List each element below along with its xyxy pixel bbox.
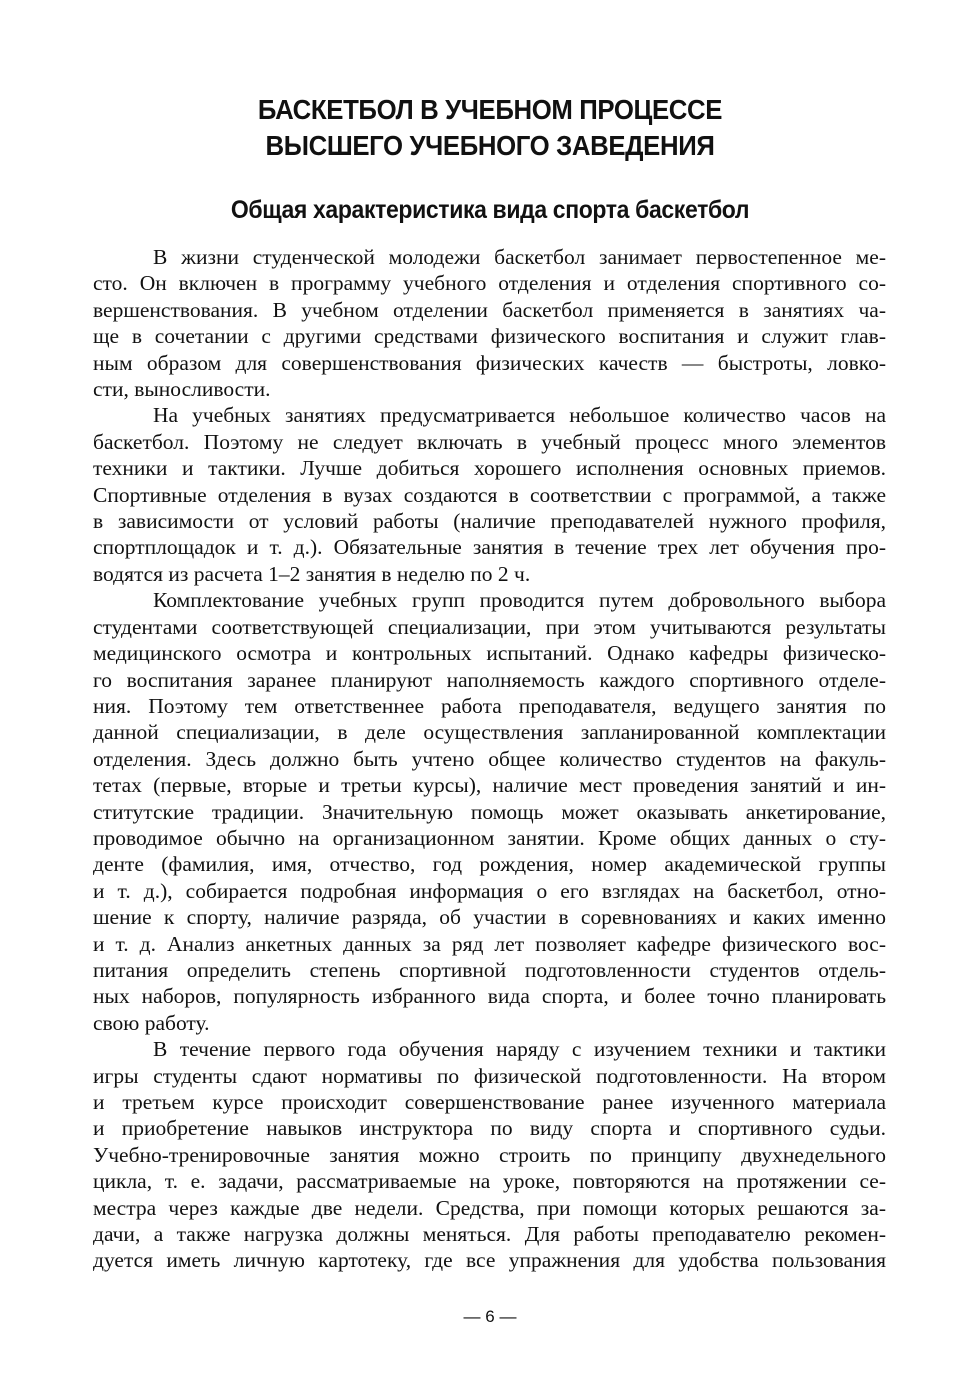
text-line: игры студенты сдают нормативы по физической подготовленности. На втором (93, 1063, 886, 1088)
text-line: тетах (первые, вторые и третьи курсы), наличие мест проведения занятий и ин- (93, 773, 886, 798)
text-line: данной специализации, в деле осуществления запланированной комплектации (93, 720, 886, 745)
text-line: в зависимости от условий работы (наличие преподавателей нужного профиля, (93, 509, 886, 534)
text-line: отделения. Здесь должно быть учтено общее количество студентов на факуль- (93, 746, 886, 771)
text-line: сто. Он включен в программу учебного отделения и отделения спортивного со- (93, 271, 886, 296)
text-line: и приобретение навыков инструктора по виду спорта и спортивного судьи. (93, 1116, 886, 1141)
text-line: и т. д.), собирается подробная информация о его взглядах на баскетбол, отно- (93, 878, 886, 903)
text-line: питания определить степень спортивной подготовленности студентов отдель- (93, 957, 886, 982)
text-line: В жизни студенческой молодежи баскетбол занимает первостепенное ме- (153, 245, 886, 269)
paragraph (93, 402, 886, 587)
text-line: местра через каждые две недели. Средства, при помощи которых решаются за- (93, 1195, 886, 1220)
text-line: Учебно-тренировочные занятия можно строить по принципу двухнедельного (93, 1142, 886, 1167)
text-line: техники и тактики. Лучше добиться хорошего исполнения основных приемов. (93, 456, 886, 481)
page-title (122, 92, 858, 164)
text-line: баскетбол. Поэтому не следует включать в учебный процесс много элементов (93, 429, 886, 454)
text-line: цикла, т. е. задачи, рассматриваемые на уроке, повторяются на протяжении се- (93, 1169, 886, 1194)
text-line: шение к спорту, наличие разряда, об участии в соревнованиях и каких именно (93, 905, 886, 930)
paragraph (93, 587, 886, 1036)
text-line: Спортивные отделения в вузах создаются в соответствии с программой, а также (93, 482, 886, 507)
text-line: Комплектование учебных групп проводится путем добровольного выбора (153, 588, 886, 613)
text-line: ния. Поэтому тем ответственнее работа преподавателя, ведущего занятия по (93, 693, 886, 718)
text-line: вершенствования. В учебном отделении баскетбол применяется в занятиях ча- (93, 297, 886, 322)
title-line-1: БАСКЕТБОЛ В УЧЕБНОМ ПРОЦЕССЕ (257, 94, 723, 125)
text-line: и третьем курсе происходит совершенствование ранее изученного материала (93, 1090, 886, 1114)
text-line: ным образом для совершенствования физических качеств — быстроты, ловко- (93, 350, 886, 375)
text-line: медицинского осмотра и контрольных испытаний. Однако кафедры физическо- (93, 641, 886, 666)
section-heading: Общая характеристика вида спорта баскетбол (230, 196, 750, 224)
text-line: дуется иметь личную картотеку, где все упражнения для удобства пользования (93, 1248, 886, 1273)
text-line: В течение первого года обучения наряду с изучением техники и тактики (153, 1037, 886, 1062)
text-line: дачи, а также нагрузка должны меняться. Для работы преподавателю рекомен- (93, 1222, 886, 1247)
text-line: ных наборов, популярность избранного вида спорта, и более точно планировать (93, 984, 886, 1009)
text-line: студентами соответствующей специализации, при этом учитываются результаты (93, 614, 886, 639)
paragraph (93, 1036, 886, 1274)
text-line: спортплощадок и т. д.). Обязательные занятия в течение трех лет обучения про- (93, 535, 886, 560)
text-line: проводимое обычно на организационном занятии. Кроме общих данных о сту- (93, 825, 886, 850)
text-line: ститутские традиции. Значительную помощь может оказывать анкетирование, (93, 799, 886, 824)
text-line: свою работу. (93, 1010, 210, 1035)
text-line: денте (фамилия, имя, отчество, год рождения, номер академической группы (93, 852, 886, 877)
paragraph (93, 244, 886, 402)
body-text (93, 244, 886, 1274)
text-line: ще в сочетании с другими средствами физического воспитания и служит глав- (93, 324, 886, 349)
page-number: — 6 — (463, 1307, 517, 1326)
title-line-2: ВЫСШЕГО УЧЕБНОГО ЗАВЕДЕНИЯ (265, 130, 715, 161)
text-line: и т. д. Анализ анкетных данных за ряд лет позволяет кафедре физического вос- (93, 931, 886, 956)
text-line: сти, выносливости. (93, 377, 271, 402)
text-line: На учебных занятиях предусматривается небольшое количество часов на (153, 403, 886, 428)
text-line: водятся из расчета 1–2 занятия в неделю по 2 ч. (93, 561, 531, 586)
text-line: го воспитания заранее планируют наполняемость каждого спортивного отделе- (93, 667, 886, 692)
